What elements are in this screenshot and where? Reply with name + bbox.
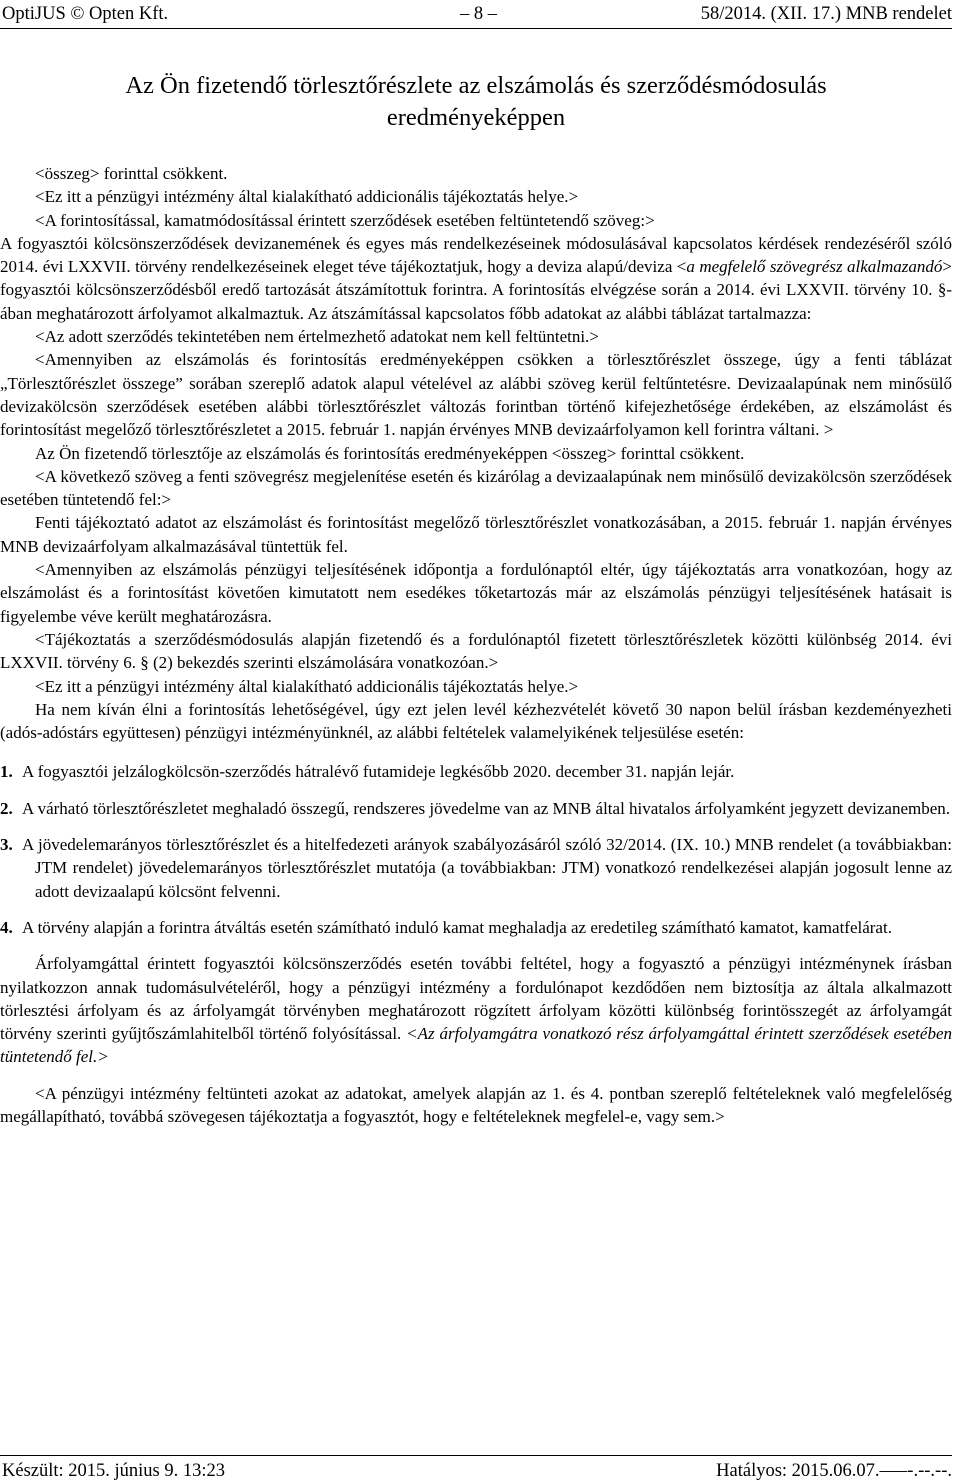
list-number: 1.	[0, 762, 13, 782]
paragraph: <összeg> forinttal csökkent.	[35, 164, 228, 183]
paragraph: <A pénzügyi intézmény feltünteti azokat az adatokat, amelyek alapján az 1. és 4. pontban szereplő feltételeknek való megfelelőség megállapítható, továbbá szövegesen tájékoztatja a fogyasztót, hogy e feltételeknek megfelel-e, vagy sem.>	[0, 1083, 952, 1126]
document-body	[0, 162, 952, 1128]
list-number: 2.	[0, 798, 13, 818]
paragraph: <Amennyiben az elszámolás és forintosítás eredményeképpen csökken a törlesztőrészlet összege, úgy a fenti táblázat „Törlesztőrészlet összege” sorában szereplő adatok alapul vételével az alábbi szöveg kerül feltűntetésre. Devizaalapúnak nem minősülő devizakölcsön szerződések esetében alábbi törlesztőrészlet változás forintban történő kifejezhetősége érdekében, az elszámolást és forintosítást megelőző törlesztőrészletet a 2015. február 1. napján érvényes MNB devizaárfolyamon kell forintra váltani. >	[0, 350, 952, 440]
paragraph: Az Ön fizetendő törlesztője az elszámolás és forintosítás eredményeképpen <összeg> forinttal csökkent.	[35, 443, 745, 463]
footer-effective: Hatályos: 2015.06.07.–––-.--.--.	[716, 1461, 952, 1481]
paragraph: <Amennyiben az elszámolás pénzügyi teljesítésének időpontja a fordulónaptól eltér, úgy tájékoztatás arra vonatkozóan, hogy az elszámolást és a forintosítást követően kimutatott nem esedékes tőketartozás már az elszámolás pénzügyi teljesítésének hatásait is figyelembe véve került meghatározásra.	[0, 560, 952, 626]
spacer	[0, 903, 952, 916]
title-line-1: Az Ön fizetendő törlesztőrészlete az elszámolás és szerződésmódosulás	[125, 72, 827, 99]
italic-note: <Az árfolyamgátra vonatkozó rész árfolyamgáttal érintett szerződések esetében tüntetendő fel.>	[0, 1024, 952, 1067]
list-number: 3.	[0, 835, 13, 855]
italic-placeholder: a megfelelő szövegrész alkalmazandó	[686, 257, 943, 277]
paragraph: <Az adott szerződés tekintetében nem értelmezhető adatokat nem kell feltüntetni.>	[35, 327, 599, 347]
paragraph: <Ez itt a pénzügyi intézmény által kialakítható addicionális tájékoztatás helye.>	[35, 187, 579, 207]
paragraph-text: > fogyasztói kölcsönszerződésből eredő tartozását átszámítottuk forintra. A forintosítás elvégzése során a 2014. évi LXXVII. törvény 10. §-ában meghatározott árfolyamot alkalmaztuk. Az átszámítással kapcsolatos főbb adatokat az alábbi táblázat tartalmazza:	[0, 257, 953, 323]
footer-divider	[0, 1455, 952, 1456]
list-text: A várható törlesztőrészletet meghaladó összegű, rendszeres jövedelme van az MNB által hivatalos árfolyamként jegyzett devizanemben.	[22, 798, 951, 818]
paragraph: <A forintosítással, kamatmódosítással érintett szerződések esetében feltüntetendő szöveg:>	[35, 210, 655, 230]
paragraph	[0, 952, 952, 1068]
list-text: A törvény alapján a forintra átváltás esetén számítható induló kamat meghaladja az eredetileg számítható kamatot, kamatfelárat.	[22, 917, 892, 937]
list-item	[0, 916, 952, 939]
paragraph	[0, 232, 952, 325]
list-item	[0, 833, 952, 903]
paragraph-text: Árfolyamgáttal érintett fogyasztói kölcsönszerződés esetén további feltétel, hogy a fogyasztó a pénzügyi intézménynek írásban nyilatkozzon annak tudomásulvételéről, hogy a pénzügyi intézmény a fordulónapot kezdődően nem biztosítja az általa alkalmazott törlesztési árfolyam és az árfolyamgát törvényben meghatározott rögzített árfolyam közötti különbség forintösszegét az árfolyamgát törvény szerinti gyűjtőszámlahitelből történő folyósítással.	[0, 954, 952, 1044]
footer-created: Készült: 2015. június 9. 13:23	[2, 1461, 226, 1481]
spacer	[0, 939, 952, 952]
section-title	[0, 70, 952, 134]
paragraph: <Ez itt a pénzügyi intézmény által kialakítható addicionális tájékoztatás helye.>	[35, 676, 579, 696]
list-text: A fogyasztói jelzálogkölcsön-szerződés hátralévő futamideje legkésőbb 2020. december 31. napján lejár.	[22, 762, 735, 782]
spacer	[0, 784, 952, 797]
spacer	[0, 744, 952, 760]
paragraph: <Tájékoztatás a szerződésmódosulás alapján fizetendő és a fordulónaptól fizetett törlesztőrészletek közötti különbség 2014. évi LXXVII. törvény 6. § (2) bekezdés szerinti elszámolására vonatkozóan.>	[0, 629, 952, 673]
paragraph: <A következő szöveg a fenti szövegrész megjelenítése esetén és kizárólag a devizaalapúnak nem minősülő devizakölcsön szerződések esetében tüntetendő fel:>	[0, 466, 952, 510]
title-line-2: eredményeképpen	[386, 104, 566, 131]
list-text: A jövedelemarányos törlesztőrészlet és a hitelfedezeti arányok szabályozásáról szóló 32/2014. (IX. 10.) MNB rendelet (a továbbiakban: JTM rendelet) jövedelemarányos törlesztőrészlet mutatója (a továbbiakban: JTM) vonatkozó rendelkezései alapján jogosult lenne az adott devizaalapú kölcsönt felvenni.	[22, 835, 952, 901]
page-header	[0, 0, 952, 24]
header-publisher: OptiJUS © Opten Kft.	[2, 4, 169, 24]
paragraph: Ha nem kíván élni a forintosítás lehetőségével, úgy ezt jelen levél kézhezvételét követő 30 napon belül írásban kezdeményezheti (adós-adóstárs együttesen) pénzügyi intézményünknél, az alábbi feltételek valamelyikének teljesülése esetén:	[0, 699, 952, 743]
header-regulation-id: 58/2014. (XII. 17.) MNB rendelet	[700, 4, 952, 24]
paragraph: Fenti tájékoztató adatot az elszámolást és forintosítást megelőző törlesztőrészlet vonatkozásában, a 2015. február 1. napján érvényes MNB devizaárfolyam alkalmazásával tüntettük fel.	[0, 513, 952, 556]
list-number: 4.	[0, 917, 13, 937]
spacer	[0, 820, 952, 833]
spacer	[0, 1069, 952, 1082]
list-item	[0, 797, 952, 820]
page-number: – 8 –	[460, 4, 497, 24]
header-divider	[0, 28, 952, 29]
paragraph-text: A fogyasztói kölcsönszerződések devizanemének és egyes más rendelkezéseinek módosulásával kapcsolatos kérdések rendezéséről szóló 2014. évi LXXVII. törvény rendelkezéseinek eleget téve tájékoztatjuk, hogy a deviza alapú/deviza <	[0, 233, 952, 277]
list-item	[0, 760, 952, 783]
